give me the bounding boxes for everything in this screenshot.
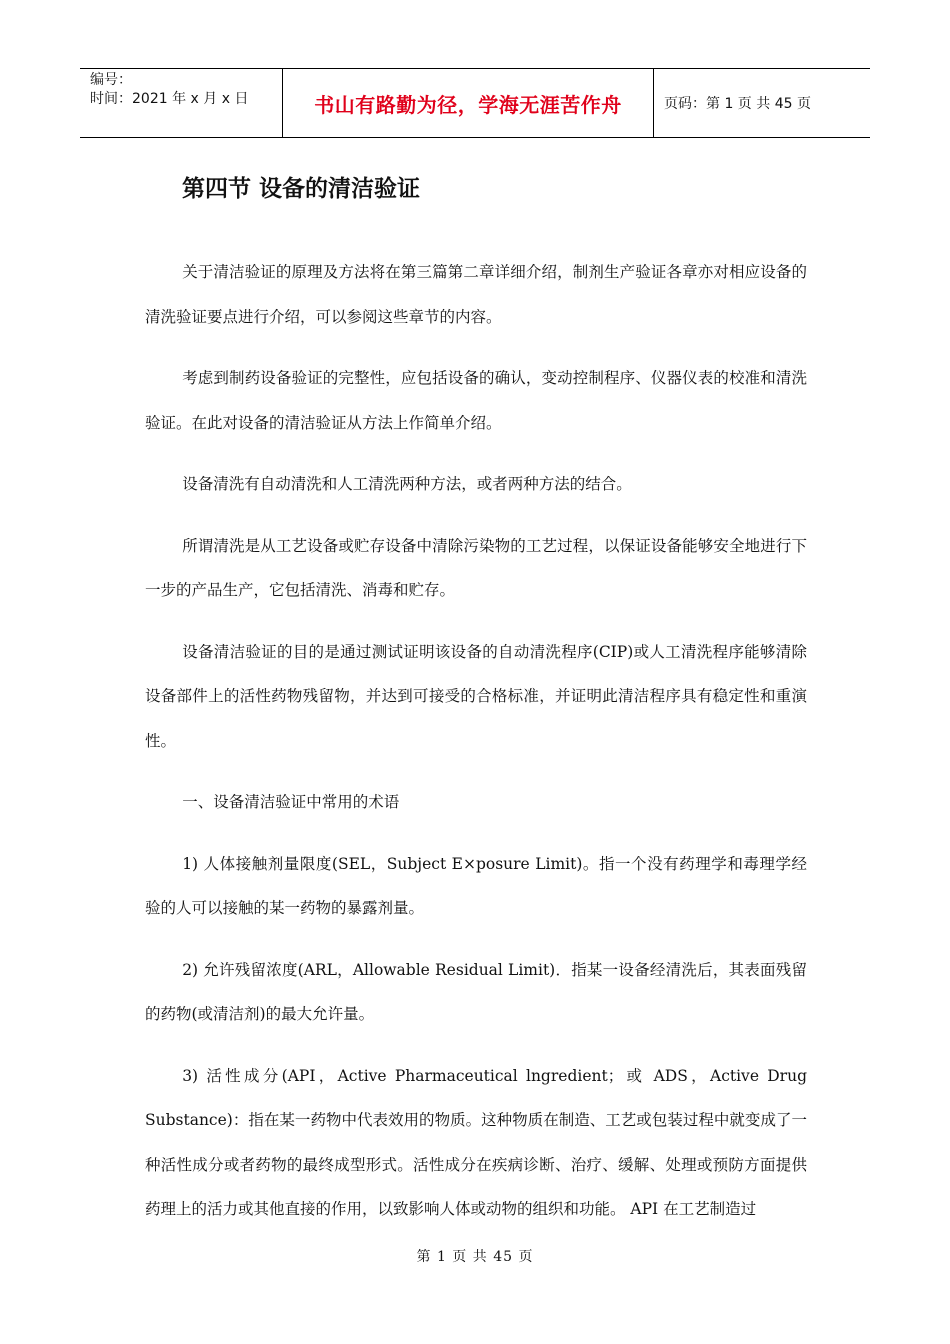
header-motto: 书山有路勤为径，学海无涯苦作舟 xyxy=(314,92,622,117)
header-left-cell xyxy=(80,69,282,137)
paragraph: 关于清洁验证的原理及方法将在第三篇第二章详细介绍，制剂生产验证各章亦对相应设备的清洗验证要点进行介绍，可以参阅这些章节的内容。 xyxy=(145,263,807,326)
document-number-label: 编号： xyxy=(90,72,132,88)
paragraph: 设备清洁验证的目的是通过测试证明该设备的自动清洗程序(CIP)或人工清洗程序能够清除设备部件上的活性药物残留物，并达到可接受的合格标准，并证明此清洁程序具有稳定性和重演性。 xyxy=(145,642,807,750)
paragraph: 1) 人体接触剂量限度(SEL，Subject E×posure Limit)。指一个没有药理学和毒理学经验的人可以接触的某一药物的暴露剂量。 xyxy=(145,854,807,917)
document-header xyxy=(80,68,870,138)
header-motto-cell xyxy=(282,69,654,137)
header-page-info: 页码：第 1 页 共 45 页 xyxy=(664,96,811,112)
paragraph: 设备清洗有自动清洗和人工清洗两种方法，或者两种方法的结合。 xyxy=(182,475,632,493)
document-body xyxy=(145,250,807,1249)
paragraph: 考虑到制药设备验证的完整性，应包括设备的确认，变动控制程序、仪器仪表的校准和清洗验证。在此对设备的清洁验证从方法上作简单介绍。 xyxy=(145,369,807,432)
paragraph: 3) 活性成分(API，Active Pharmaceutical lngredient；或 ADS，Active Drug Substance)：指在某一药物中代表效用的物质。这种物质在制造、工艺或包装过程中就变成了一种活性成分或者药物的最终成型形式。活性成分在疾病诊断、治疗、缓解、处理或预防方面提供药理上的活力或其他直接的作用，以致影响人体或动物的组织和功能。 API 在工艺制造过 xyxy=(145,1066,807,1218)
document-time-label: 时间：2021 年 x 月 x 日 xyxy=(90,91,249,107)
section-title: 第四节 设备的清洁验证 xyxy=(182,176,421,202)
header-page-cell xyxy=(654,69,870,137)
paragraph: 所谓清洗是从工艺设备或贮存设备中清除污染物的工艺过程，以保证设备能够安全地进行下一步的产品生产，它包括清洗、消毒和贮存。 xyxy=(145,536,807,599)
paragraph: 2) 允许残留浓度(ARL，Allowable Residual Limit)．指某一设备经清洗后，其表面残留的药物(或清洁剂)的最大允许量。 xyxy=(145,960,807,1023)
subheading: 一、设备清洁验证中常用的术语 xyxy=(182,793,400,811)
page-footer: 第 1 页 共 45 页 xyxy=(416,1249,534,1265)
